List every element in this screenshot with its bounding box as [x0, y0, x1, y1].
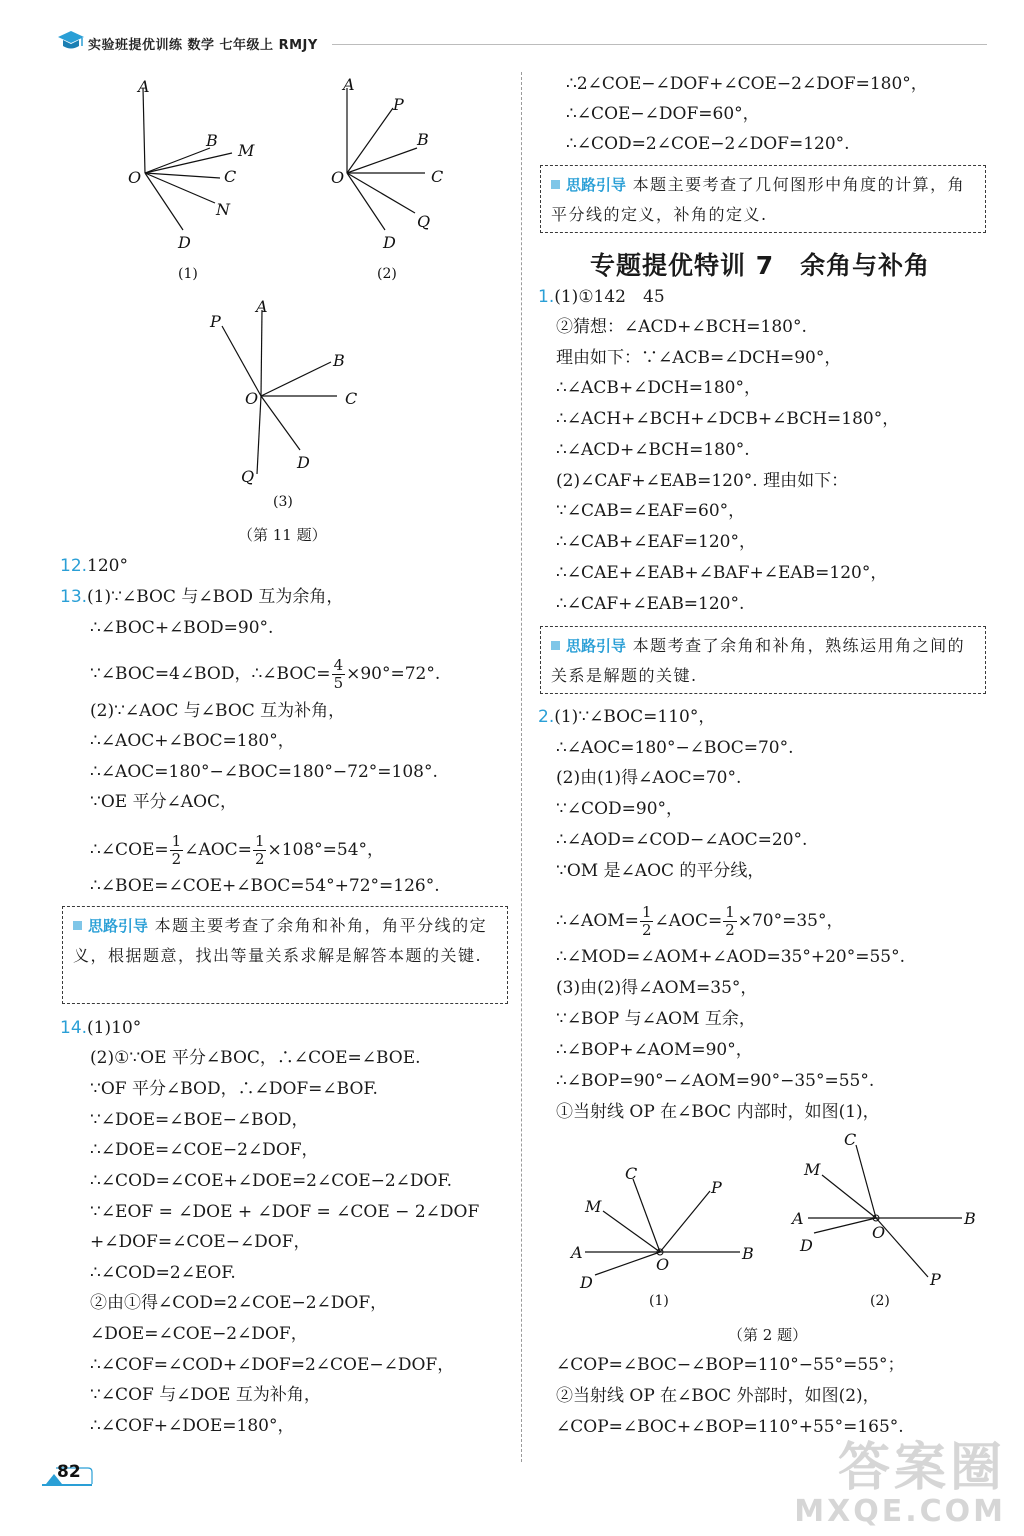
cont-line2: ∴∠COE−∠DOF=60°， — [566, 104, 760, 124]
q14-line11: ∠DOE=∠COE−2∠DOF， — [90, 1324, 308, 1344]
label-d: D — [178, 233, 191, 252]
denominator: 5 — [333, 674, 344, 692]
label-a: A — [792, 1209, 804, 1228]
r-q1-line10: ∴∠CAE+∠EAB+∠BAF+∠EAB=120°， — [556, 563, 888, 583]
watermark-line1: 答案圈 — [837, 1438, 1006, 1498]
tip-text: 本题考查了余角和补角，熟练运用角之间的关系是解题的关键. — [551, 636, 966, 685]
numerator: 4 — [333, 656, 344, 674]
label-o: O — [656, 1255, 670, 1274]
square-bullet-icon — [551, 641, 560, 650]
q13-l8a: ∴∠COE= — [90, 840, 169, 860]
q14-number: 14. — [60, 1018, 88, 1038]
q14-line2: (2)①∵OE 平分∠BOC，∴∠COE=∠BOE. — [90, 1048, 421, 1068]
label-b: B — [206, 131, 218, 150]
figure-11-title: （第 11 题） — [238, 526, 327, 544]
numerator: 1 — [171, 832, 182, 850]
watermark-line2: MXQE.COM — [794, 1494, 1006, 1529]
label-q: Q — [241, 467, 255, 486]
q14-text: (1)10° — [87, 1018, 142, 1038]
label-m: M — [804, 1160, 821, 1179]
label-o: O — [872, 1223, 886, 1242]
fraction — [640, 904, 654, 939]
label-b: B — [417, 130, 429, 149]
label-b: B — [742, 1244, 754, 1263]
r-q1-line1 — [538, 287, 665, 307]
q13-line8 — [90, 833, 384, 868]
q13-number: 13. — [60, 587, 88, 607]
r-q1-line4: ∴∠ACB+∠DCH=180°， — [556, 378, 761, 398]
label-c: C — [844, 1130, 857, 1149]
q2-fc: ×70°=35°， — [737, 911, 844, 931]
label-a: A — [571, 1243, 583, 1262]
r-q2-line8: ∴∠MOD=∠AOM+∠AOD=35°+20°=55°. — [556, 947, 906, 967]
page-number: 82 — [57, 1462, 81, 1482]
q12 — [60, 556, 128, 576]
r-q1-line2: ②猜想：∠ACD+∠BCH=180°. — [556, 317, 807, 337]
q13-line4: (2)∵∠AOC 与∠BOC 互为补角， — [90, 701, 346, 721]
q14-line4: ∵∠DOE=∠BOE−∠BOD， — [90, 1110, 309, 1130]
label-m: M — [238, 141, 255, 160]
r-q2-line4: ∵∠COD=90°， — [556, 799, 684, 819]
tip-box-1 — [62, 906, 508, 1004]
caption-1: (1) — [649, 1293, 669, 1309]
q13-l8b: ∠AOC= — [184, 840, 252, 860]
q1-number: 1. — [538, 287, 555, 307]
r-q2-line2: ∴∠AOC=180°−∠BOC=70°. — [556, 738, 794, 758]
q14-line14: ∴∠COF+∠DOE=180°， — [90, 1416, 295, 1436]
r-q2-line5: ∴∠AOD=∠COD−∠AOC=20°. — [556, 830, 808, 850]
label-a: A — [138, 77, 150, 96]
square-bullet-icon — [551, 180, 560, 189]
label-b: B — [964, 1209, 976, 1228]
q14-line9: ∴∠COD=2∠EOF. — [90, 1263, 236, 1283]
q14-line5: ∴∠DOE=∠COE−2∠DOF， — [90, 1140, 319, 1160]
figure-2-title: （第 2 题） — [728, 1326, 808, 1344]
label-c: C — [625, 1164, 638, 1183]
label-d: D — [297, 453, 310, 472]
label-o: O — [245, 389, 259, 408]
r-q1-line9: ∴∠CAB+∠EAF=120°， — [556, 532, 756, 552]
fraction — [332, 657, 346, 692]
label-p: P — [393, 95, 404, 114]
tip-label: 思路引导 — [566, 176, 627, 194]
q14-line3: ∵OF 平分∠BOD，∴∠DOF=∠BOF. — [90, 1079, 378, 1099]
r-q2-line7 — [556, 904, 844, 939]
header-title: 实验班提优训练 数学 七年级上 RMJY — [88, 38, 318, 53]
label-p: P — [930, 1270, 941, 1289]
label-b: B — [333, 351, 345, 370]
q13-text: (1)∵∠BOC 与∠BOD 互为余角， — [87, 587, 344, 607]
label-o: O — [128, 168, 142, 187]
q13-line2: ∴∠BOC+∠BOD=90°. — [90, 618, 274, 638]
r-q1-line11: ∴∠CAF+∠EAB=120°. — [556, 594, 745, 614]
numerator: 1 — [725, 903, 735, 921]
tip-box-2 — [540, 165, 986, 233]
r-q1-line8: ∵∠CAB=∠EAF=60°， — [556, 501, 746, 521]
q12-number: 12. — [60, 556, 88, 576]
figure-2-2 — [790, 1125, 990, 1315]
tip-box-3 — [540, 626, 986, 694]
numerator: 1 — [254, 832, 265, 850]
r-q2-line13: ①当射线 OP 在∠BOC 内部时，如图(1)， — [556, 1102, 880, 1122]
q13-l8c: ×108°=54°， — [267, 840, 385, 860]
label-d: D — [383, 233, 396, 252]
label-p: P — [711, 1178, 722, 1197]
r-q2-line10: ∵∠BOP 与∠AOM 互余， — [556, 1009, 756, 1029]
column-divider — [521, 72, 522, 1462]
q2-text: (1)∵∠BOC=110°， — [554, 707, 716, 727]
denominator: 2 — [725, 921, 735, 939]
q14-line6: ∴∠COD=∠COE+∠DOE=2∠COE−2∠DOF. — [90, 1171, 453, 1191]
caption-3: (3) — [273, 494, 293, 510]
q2-fb: ∠AOC= — [654, 911, 723, 931]
q12-answer: 120° — [87, 556, 128, 576]
square-bullet-icon — [73, 921, 82, 930]
r-q1-line7: (2)∠CAF+∠EAB=120°. 理由如下： — [556, 471, 849, 491]
label-m: M — [585, 1197, 602, 1216]
figure-2-1 — [565, 1155, 770, 1315]
tip-text: 本题主要考查了余角和补角，角平分线的定义，根据题意，找出等量关系求解是解答本题的关键. — [73, 916, 488, 965]
q14-line13: ∵∠COF 与∠DOE 互为补角， — [90, 1385, 321, 1405]
r-q2-line14: ∠COP=∠BOC−∠BOP=110°−55°=55°； — [556, 1355, 905, 1375]
tip-label: 思路引导 — [88, 917, 149, 935]
q14-line7: ∵∠EOF = ∠DOE + ∠DOF = ∠COE − 2∠DOF — [90, 1202, 480, 1222]
section-title: 专题提优特训 7 余角与补角 — [590, 251, 931, 280]
figure-11-2 — [325, 70, 475, 285]
q13-line6: ∴∠AOC=180°−∠BOC=180°−72°=108°. — [90, 762, 438, 782]
label-c: C — [345, 389, 358, 408]
fraction — [253, 833, 267, 868]
q14-line12: ∴∠COF=∠COD+∠DOF=2∠COE−∠DOF， — [90, 1355, 455, 1375]
r-q2-line6: ∵OM 是∠AOC 的平分线， — [556, 861, 765, 881]
q2-fa: ∴∠AOM= — [556, 911, 639, 931]
r-q2-line15: ②当射线 OP 在∠BOC 外部时，如图(2)， — [556, 1386, 880, 1406]
q14-line1 — [60, 1018, 141, 1038]
figure-11-1 — [120, 70, 270, 285]
r-q2-line9: (3)由(2)得∠AOM=35°， — [556, 978, 758, 998]
tip-text: 本题主要考查了几何图形中角度的计算，角平分线的定义，补角的定义. — [551, 175, 966, 224]
watermark — [794, 1440, 1006, 1528]
r-q2-line1 — [538, 707, 715, 727]
caption-2: (2) — [377, 266, 397, 282]
cont-line1: ∴2∠COE−∠DOF+∠COE−2∠DOF=180°， — [566, 74, 928, 94]
denominator: 2 — [641, 921, 652, 939]
q13-line3 — [90, 657, 440, 692]
tip-label: 思路引导 — [566, 637, 627, 655]
denominator: 2 — [254, 850, 265, 868]
q1-text: (1)①142 45 — [554, 287, 665, 307]
fraction — [170, 833, 184, 868]
q13-line9: ∴∠BOE=∠COE+∠BOC=54°+72°=126°. — [90, 876, 440, 896]
q14-line10: ②由①得∠COD=2∠COE−2∠DOF， — [90, 1293, 388, 1313]
q13-line7: ∵OE 平分∠AOC， — [90, 792, 238, 812]
label-o: O — [331, 168, 345, 187]
header-rule — [332, 44, 987, 45]
caption-1: (1) — [178, 266, 198, 282]
figure-11-3 — [205, 292, 365, 517]
label-c: C — [431, 167, 444, 186]
q13-l3b: ×90°=72°. — [346, 664, 441, 684]
graduation-cap-icon — [56, 28, 86, 52]
q13-line1 — [60, 587, 343, 607]
label-c: C — [224, 167, 237, 186]
q2-number: 2. — [538, 707, 555, 727]
q14-line8: +∠DOF=∠COE−∠DOF， — [90, 1232, 311, 1252]
r-q1-line5: ∴∠ACH+∠BCH+∠DCB+∠BCH=180°， — [556, 409, 900, 429]
q13-l3a: ∵∠BOC=4∠BOD，∴∠BOC= — [90, 664, 331, 684]
cont-line3: ∴∠COD=2∠COE−2∠DOF=120°. — [566, 134, 850, 154]
fraction — [723, 904, 737, 939]
denominator: 2 — [171, 850, 182, 868]
q13-line5: ∴∠AOC+∠BOC=180°， — [90, 731, 295, 751]
numerator: 1 — [641, 903, 652, 921]
label-a: A — [343, 75, 355, 94]
label-p: P — [210, 312, 221, 331]
r-q2-line3: (2)由(1)得∠AOC=70°. — [556, 768, 742, 788]
r-q2-line11: ∴∠BOP+∠AOM=90°， — [556, 1040, 753, 1060]
label-d: D — [800, 1236, 813, 1255]
label-n: N — [216, 200, 230, 219]
r-q2-line16: ∠COP=∠BOC+∠BOP=110°+55°=165°. — [556, 1417, 904, 1437]
label-q: Q — [417, 212, 431, 231]
label-d: D — [580, 1273, 593, 1292]
r-q2-line12: ∴∠BOP=90°−∠AOM=90°−35°=55°. — [556, 1071, 875, 1091]
r-q1-line3: 理由如下：∵∠ACB=∠DCH=90°， — [556, 348, 842, 368]
label-a: A — [256, 297, 268, 316]
r-q1-line6: ∴∠ACD+∠BCH=180°. — [556, 440, 750, 460]
caption-2: (2) — [870, 1293, 890, 1309]
